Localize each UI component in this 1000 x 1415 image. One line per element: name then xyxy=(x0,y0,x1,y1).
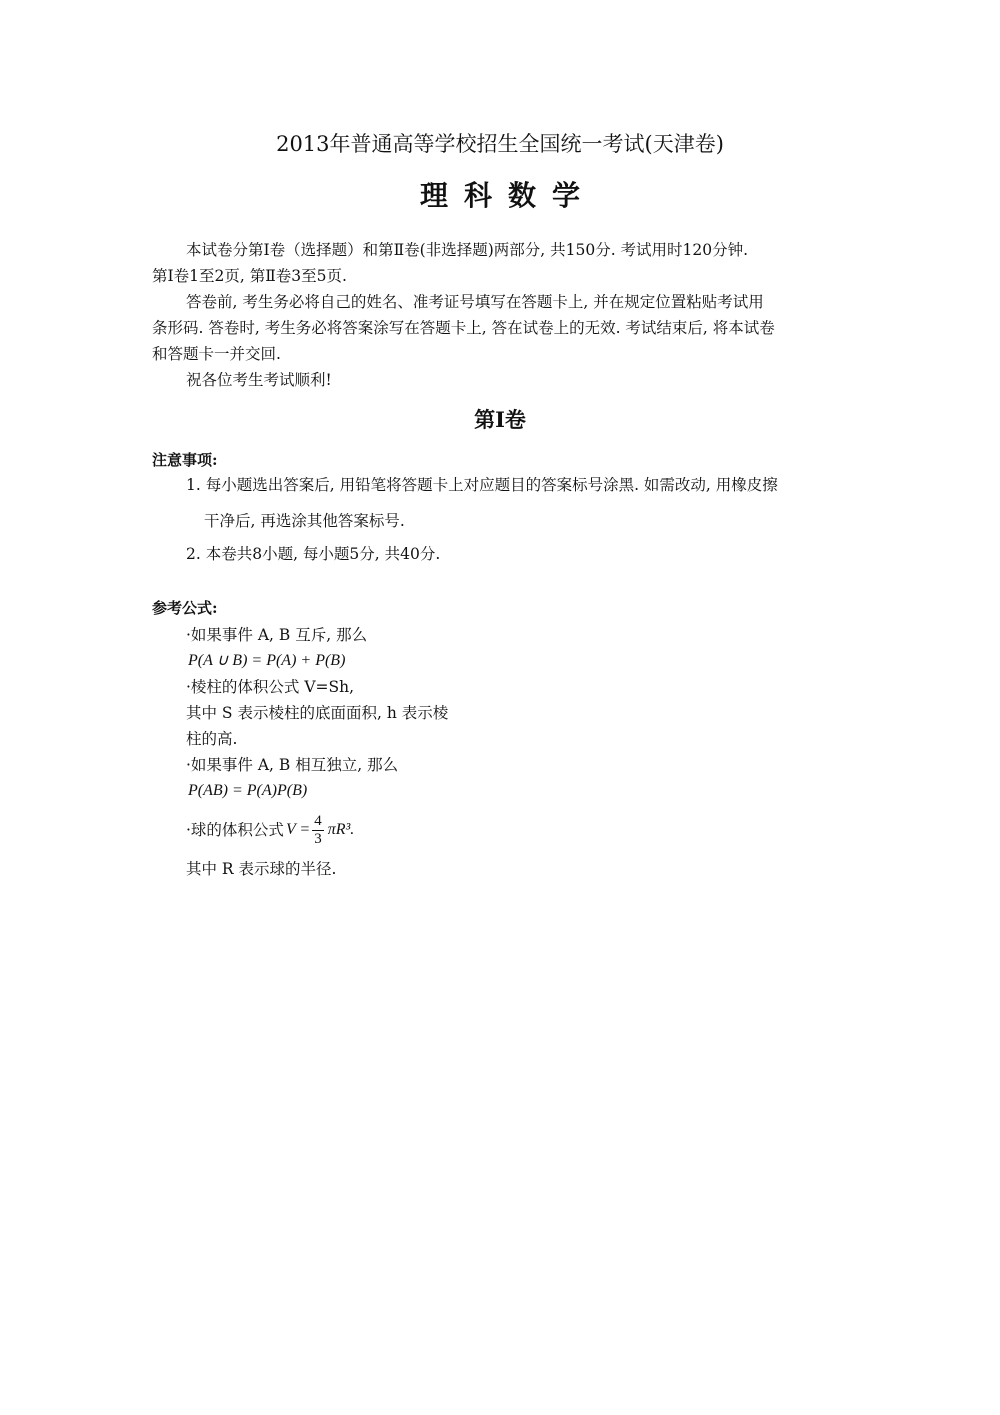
mutex-intro: ·如果事件 A, B 互斥, 那么 xyxy=(186,626,368,644)
indep-intro: ·如果事件 A, B 相互独立, 那么 xyxy=(186,756,399,774)
sphere-prefix: ·球的体积公式 xyxy=(186,821,284,839)
exam-instructions xyxy=(152,237,852,393)
note-item-2: 2. 本卷共8小题, 每小题5分, 共40分. xyxy=(186,545,441,563)
prism-desc-line2: 柱的高. xyxy=(186,730,238,748)
sphere-formula xyxy=(186,804,526,856)
note-item-1-line1: 1. 每小题选出答案后, 用铅笔将答题卡上对应题目的答案标号涂黑. 如需改动, 用橡皮擦 xyxy=(186,476,778,494)
intro-para1-line2: 第Ⅰ卷1至2页, 第Ⅱ卷3至5页. xyxy=(152,267,347,285)
sphere-fraction xyxy=(312,813,324,848)
sphere-denominator: 3 xyxy=(314,830,322,847)
sphere-desc: 其中 R 表示球的半径. xyxy=(186,860,337,878)
notes-heading: 注意事项: xyxy=(152,451,218,469)
note-item-1 xyxy=(186,467,856,539)
sphere-lhs: V = xyxy=(285,821,311,838)
intro-para1-line1: 本试卷分第Ⅰ卷（选择题）和第Ⅱ卷(非选择题)两部分, 共150分. 考试用时120分钟. xyxy=(186,241,749,259)
formula-list xyxy=(186,622,526,882)
indep-formula: P(AB) = P(A)P(B) xyxy=(188,782,308,799)
note-item-1-line2: 干净后, 再选涂其他答案标号. xyxy=(204,512,405,530)
prism-desc-line1: 其中 S 表示棱柱的底面面积, h 表示棱 xyxy=(186,704,449,722)
intro-para3: 祝各位考生考试顺利! xyxy=(186,371,332,389)
intro-para2-line1: 答卷前, 考生务必将自己的姓名、准考证号填写在答题卡上, 并在规定位置粘贴考试用 xyxy=(186,293,764,311)
intro-para2-line3: 和答题卡一并交回. xyxy=(152,345,281,363)
sphere-rhs: πR³. xyxy=(327,821,355,838)
formula-heading: 参考公式: xyxy=(152,599,218,617)
volume-title: 第Ⅰ卷 xyxy=(474,407,526,432)
mutex-formula: P(A ∪ B) = P(A) + P(B) xyxy=(188,652,346,669)
prism-intro: ·棱柱的体积公式 V=Sh, xyxy=(186,678,355,696)
sphere-numerator: 4 xyxy=(314,812,322,829)
exam-title: 2013年普通高等学校招生全国统一考试(天津卷) xyxy=(276,132,724,156)
intro-para2-line2: 条形码. 答卷时, 考生务必将答案涂写在答题卡上, 答在试卷上的无效. 考试结束后, 将本试卷 xyxy=(152,319,775,337)
subject-title: 理科数学 xyxy=(419,179,596,212)
